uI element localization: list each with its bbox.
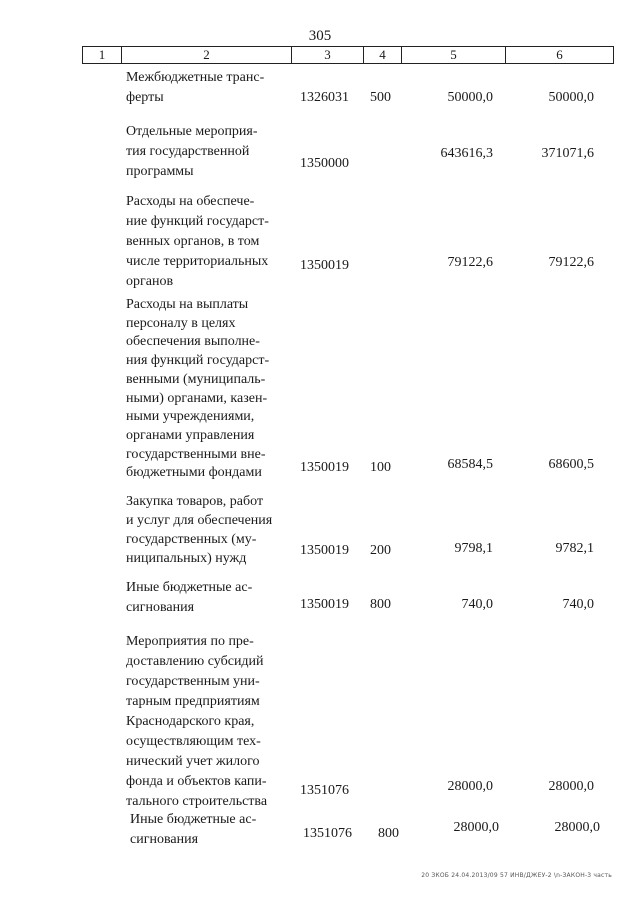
row-value-5: 79122,6 — [447, 255, 493, 270]
column-header-1: 1 — [83, 47, 122, 63]
row-name: Межбюджетные транс- ферты — [126, 70, 265, 105]
row-value-6: 28000,0 — [548, 779, 594, 794]
row-type: 200 — [370, 543, 391, 558]
row-code: 1350019 — [300, 460, 349, 475]
table-header-row — [82, 46, 614, 64]
column-header-2: 2 — [122, 47, 292, 63]
row-value-5: 50000,0 — [447, 90, 493, 105]
row-name: Закупка товаров, работ и услуг для обеспечения государственных (му- ниципальных) нужд — [126, 494, 273, 566]
row-name: Расходы на выплаты персоналу в целях обеспечения выполне- ния функций государст- венными (муниципаль- ными) органами, казен- ными учреждениями, органами управления государственными вне- бюджетными фондами — [126, 297, 270, 481]
row-name: Отдельные мероприя- тия государственной программы — [126, 124, 258, 179]
table-row — [0, 122, 640, 182]
row-type: 500 — [370, 90, 391, 105]
row-name: Иные бюджетные ас- сигнования — [130, 812, 257, 847]
table-row — [0, 632, 640, 812]
row-values — [0, 88, 640, 108]
table-row — [0, 492, 640, 568]
row-values — [0, 781, 640, 801]
table-row — [0, 296, 640, 496]
column-header-4: 4 — [364, 47, 402, 63]
row-value-5: 740,0 — [461, 597, 493, 612]
row-code: 1351076 — [300, 783, 349, 798]
row-type: 800 — [378, 826, 399, 841]
row-code: 1350019 — [300, 258, 349, 273]
row-code: 1350019 — [300, 543, 349, 558]
row-name: Расходы на обеспече- ние функций государст- венных органов, в том числе территориальных органов — [126, 194, 269, 289]
row-code: 1350000 — [300, 156, 349, 171]
row-name: Иные бюджетные ас- сигнования — [126, 580, 253, 615]
row-values — [0, 458, 640, 478]
column-header-3: 3 — [292, 47, 364, 63]
row-value-6: 50000,0 — [548, 90, 594, 105]
row-code: 1350019 — [300, 597, 349, 612]
row-value-6: 740,0 — [562, 597, 594, 612]
table-row — [0, 68, 640, 108]
row-values — [0, 820, 640, 844]
page-number: 305 — [308, 28, 332, 44]
row-value-5: 9798,1 — [454, 541, 493, 556]
row-value-5: 28000,0 — [447, 779, 493, 794]
row-values — [0, 256, 640, 276]
column-header-5: 5 — [402, 47, 506, 63]
footer-stamp: 20 ЗКОБ 24.04.2013/09 57 ИНВ/ДЖЕУ-2 \n-ЗАКОН-3 часть — [421, 872, 612, 879]
row-code: 1351076 — [303, 826, 352, 841]
row-value-5: 28000,0 — [453, 820, 499, 835]
row-value-6: 371071,6 — [541, 146, 594, 161]
row-type: 100 — [370, 460, 391, 475]
table-row — [0, 192, 640, 292]
row-name: Мероприятия по пре- доставлению субсидий государственным уни- тарным предприятиям Краснодарского края, осуществляющим тех- нический учет жилого фонда и объектов капи- тального строительства — [126, 634, 268, 809]
row-type: 800 — [370, 597, 391, 612]
row-values — [0, 595, 640, 615]
row-value-6: 68600,5 — [548, 457, 594, 472]
table-row — [0, 578, 640, 618]
row-value-6: 28000,0 — [554, 820, 600, 835]
row-code: 1326031 — [300, 90, 349, 105]
column-header-6: 6 — [556, 47, 563, 62]
table-row — [0, 810, 640, 850]
row-value-5: 643616,3 — [440, 146, 493, 161]
row-value-5: 68584,5 — [447, 457, 493, 472]
row-value-6: 79122,6 — [548, 255, 594, 270]
row-value-6: 9782,1 — [555, 541, 594, 556]
row-values — [0, 541, 640, 561]
